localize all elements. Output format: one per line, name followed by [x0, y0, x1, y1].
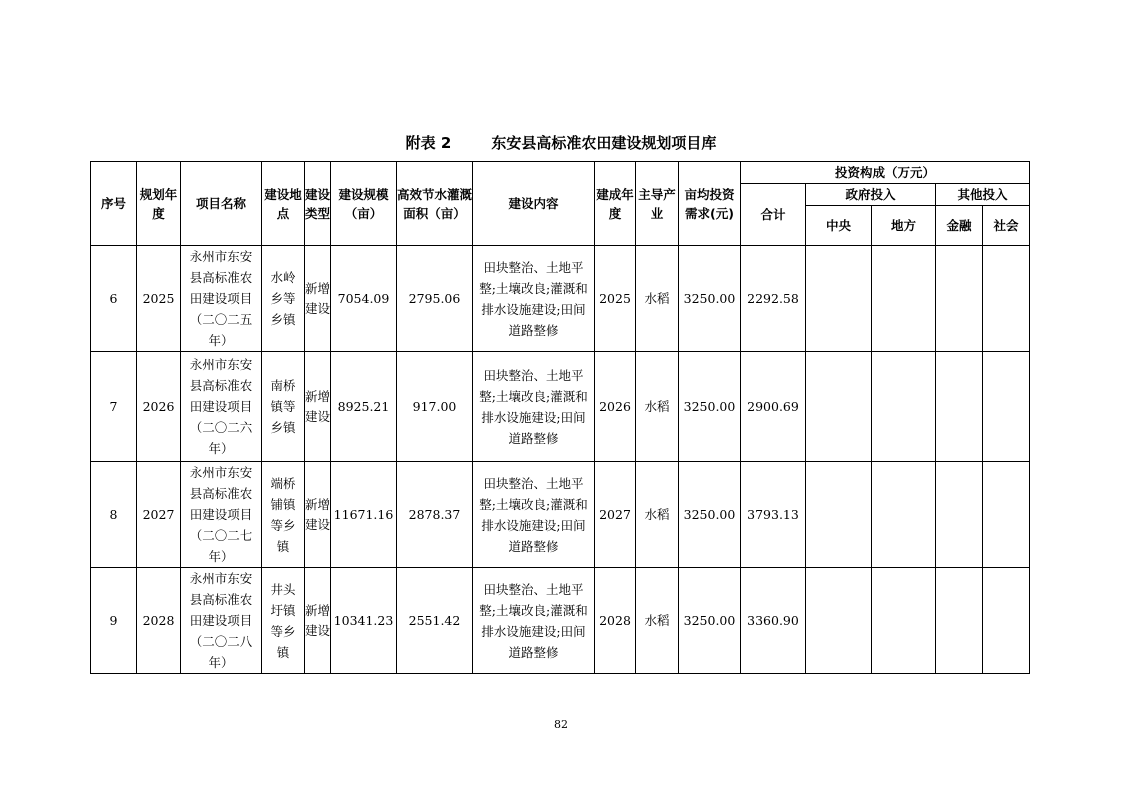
table-title: 东安县高标准农田建设规划项目库 [491, 134, 717, 152]
cell-industry: 水稻 [636, 352, 679, 462]
header-water-area: 高效节水灌溉面积（亩） [397, 162, 473, 246]
cell-type: 新增建设 [305, 568, 331, 674]
cell-central [806, 352, 872, 462]
cell-total: 3793.13 [741, 462, 806, 568]
cell-name: 永州市东安县高标准农田建设项目（二〇二六年） [181, 352, 262, 462]
cell-scale: 10341.23 [331, 568, 397, 674]
header-total: 合计 [741, 184, 806, 246]
cell-location: 水岭乡等乡镇 [262, 246, 305, 352]
header-invest: 投资构成（万元） [741, 162, 1030, 184]
cell-plan-year: 2026 [137, 352, 181, 462]
cell-content: 田块整治、土地平整;土壤改良;灌溉和排水设施建设;田间道路整修 [473, 568, 595, 674]
cell-build-year: 2026 [595, 352, 636, 462]
cell-plan-year: 2028 [137, 568, 181, 674]
cell-scale: 7054.09 [331, 246, 397, 352]
cell-content: 田块整治、土地平整;土壤改良;灌溉和排水设施建设;田间道路整修 [473, 246, 595, 352]
cell-finance [936, 568, 983, 674]
cell-build-year: 2025 [595, 246, 636, 352]
cell-scale: 11671.16 [331, 462, 397, 568]
header-type: 建设类型 [305, 162, 331, 246]
cell-plan-year: 2027 [137, 462, 181, 568]
header-other: 其他投入 [936, 184, 1030, 206]
cell-local [872, 246, 936, 352]
cell-local [872, 568, 936, 674]
cell-name: 永州市东安县高标准农田建设项目（二〇二八年） [181, 568, 262, 674]
cell-society [983, 352, 1030, 462]
header-local: 地方 [872, 206, 936, 246]
header-location: 建设地点 [262, 162, 305, 246]
cell-per-mu: 3250.00 [679, 246, 741, 352]
cell-local [872, 462, 936, 568]
header-industry: 主导产业 [636, 162, 679, 246]
header-per-mu: 亩均投资需求(元) [679, 162, 741, 246]
table-row [91, 568, 1030, 674]
cell-total: 2292.58 [741, 246, 806, 352]
cell-water-area: 917.00 [397, 352, 473, 462]
header-seq: 序号 [91, 162, 137, 246]
cell-location: 南桥镇等乡镇 [262, 352, 305, 462]
cell-industry: 水稻 [636, 568, 679, 674]
cell-central [806, 568, 872, 674]
cell-finance [936, 246, 983, 352]
cell-finance [936, 352, 983, 462]
cell-total: 2900.69 [741, 352, 806, 462]
cell-type: 新增建设 [305, 246, 331, 352]
cell-central [806, 462, 872, 568]
cell-water-area: 2878.37 [397, 462, 473, 568]
cell-type: 新增建设 [305, 352, 331, 462]
cell-plan-year: 2025 [137, 246, 181, 352]
header-name: 项目名称 [181, 162, 262, 246]
cell-water-area: 2551.42 [397, 568, 473, 674]
header-scale: 建设规模（亩） [331, 162, 397, 246]
cell-name: 永州市东安县高标准农田建设项目（二〇二五年） [181, 246, 262, 352]
cell-type: 新增建设 [305, 462, 331, 568]
cell-local [872, 352, 936, 462]
cell-content: 田块整治、土地平整;土壤改良;灌溉和排水设施建设;田间道路整修 [473, 352, 595, 462]
cell-per-mu: 3250.00 [679, 568, 741, 674]
cell-per-mu: 3250.00 [679, 352, 741, 462]
cell-build-year: 2027 [595, 462, 636, 568]
cell-central [806, 246, 872, 352]
table-row [91, 352, 1030, 462]
cell-content: 田块整治、土地平整;土壤改良;灌溉和排水设施建设;田间道路整修 [473, 462, 595, 568]
cell-finance [936, 462, 983, 568]
cell-industry: 水稻 [636, 462, 679, 568]
cell-total: 3360.90 [741, 568, 806, 674]
cell-seq: 8 [91, 462, 137, 568]
page-number: 82 [554, 718, 568, 731]
header-society: 社会 [983, 206, 1030, 246]
cell-water-area: 2795.06 [397, 246, 473, 352]
cell-industry: 水稻 [636, 246, 679, 352]
cell-seq: 7 [91, 352, 137, 462]
table-label: 附表 2 [405, 134, 452, 152]
header-gov: 政府投入 [806, 184, 936, 206]
table-row [91, 462, 1030, 568]
project-table [90, 161, 1030, 674]
cell-build-year: 2028 [595, 568, 636, 674]
header-build-year: 建成年度 [595, 162, 636, 246]
header-central: 中央 [806, 206, 872, 246]
header-content: 建设内容 [473, 162, 595, 246]
cell-seq: 6 [91, 246, 137, 352]
cell-society [983, 462, 1030, 568]
cell-scale: 8925.21 [331, 352, 397, 462]
table-row [91, 246, 1030, 352]
header-finance: 金融 [936, 206, 983, 246]
cell-seq: 9 [91, 568, 137, 674]
cell-location: 端桥铺镇等乡镇 [262, 462, 305, 568]
header-plan-year: 规划年度 [137, 162, 181, 246]
cell-society [983, 568, 1030, 674]
cell-society [983, 246, 1030, 352]
cell-location: 井头圩镇等乡镇 [262, 568, 305, 674]
page-title [0, 132, 1122, 153]
cell-per-mu: 3250.00 [679, 462, 741, 568]
cell-name: 永州市东安县高标准农田建设项目（二〇二七年） [181, 462, 262, 568]
